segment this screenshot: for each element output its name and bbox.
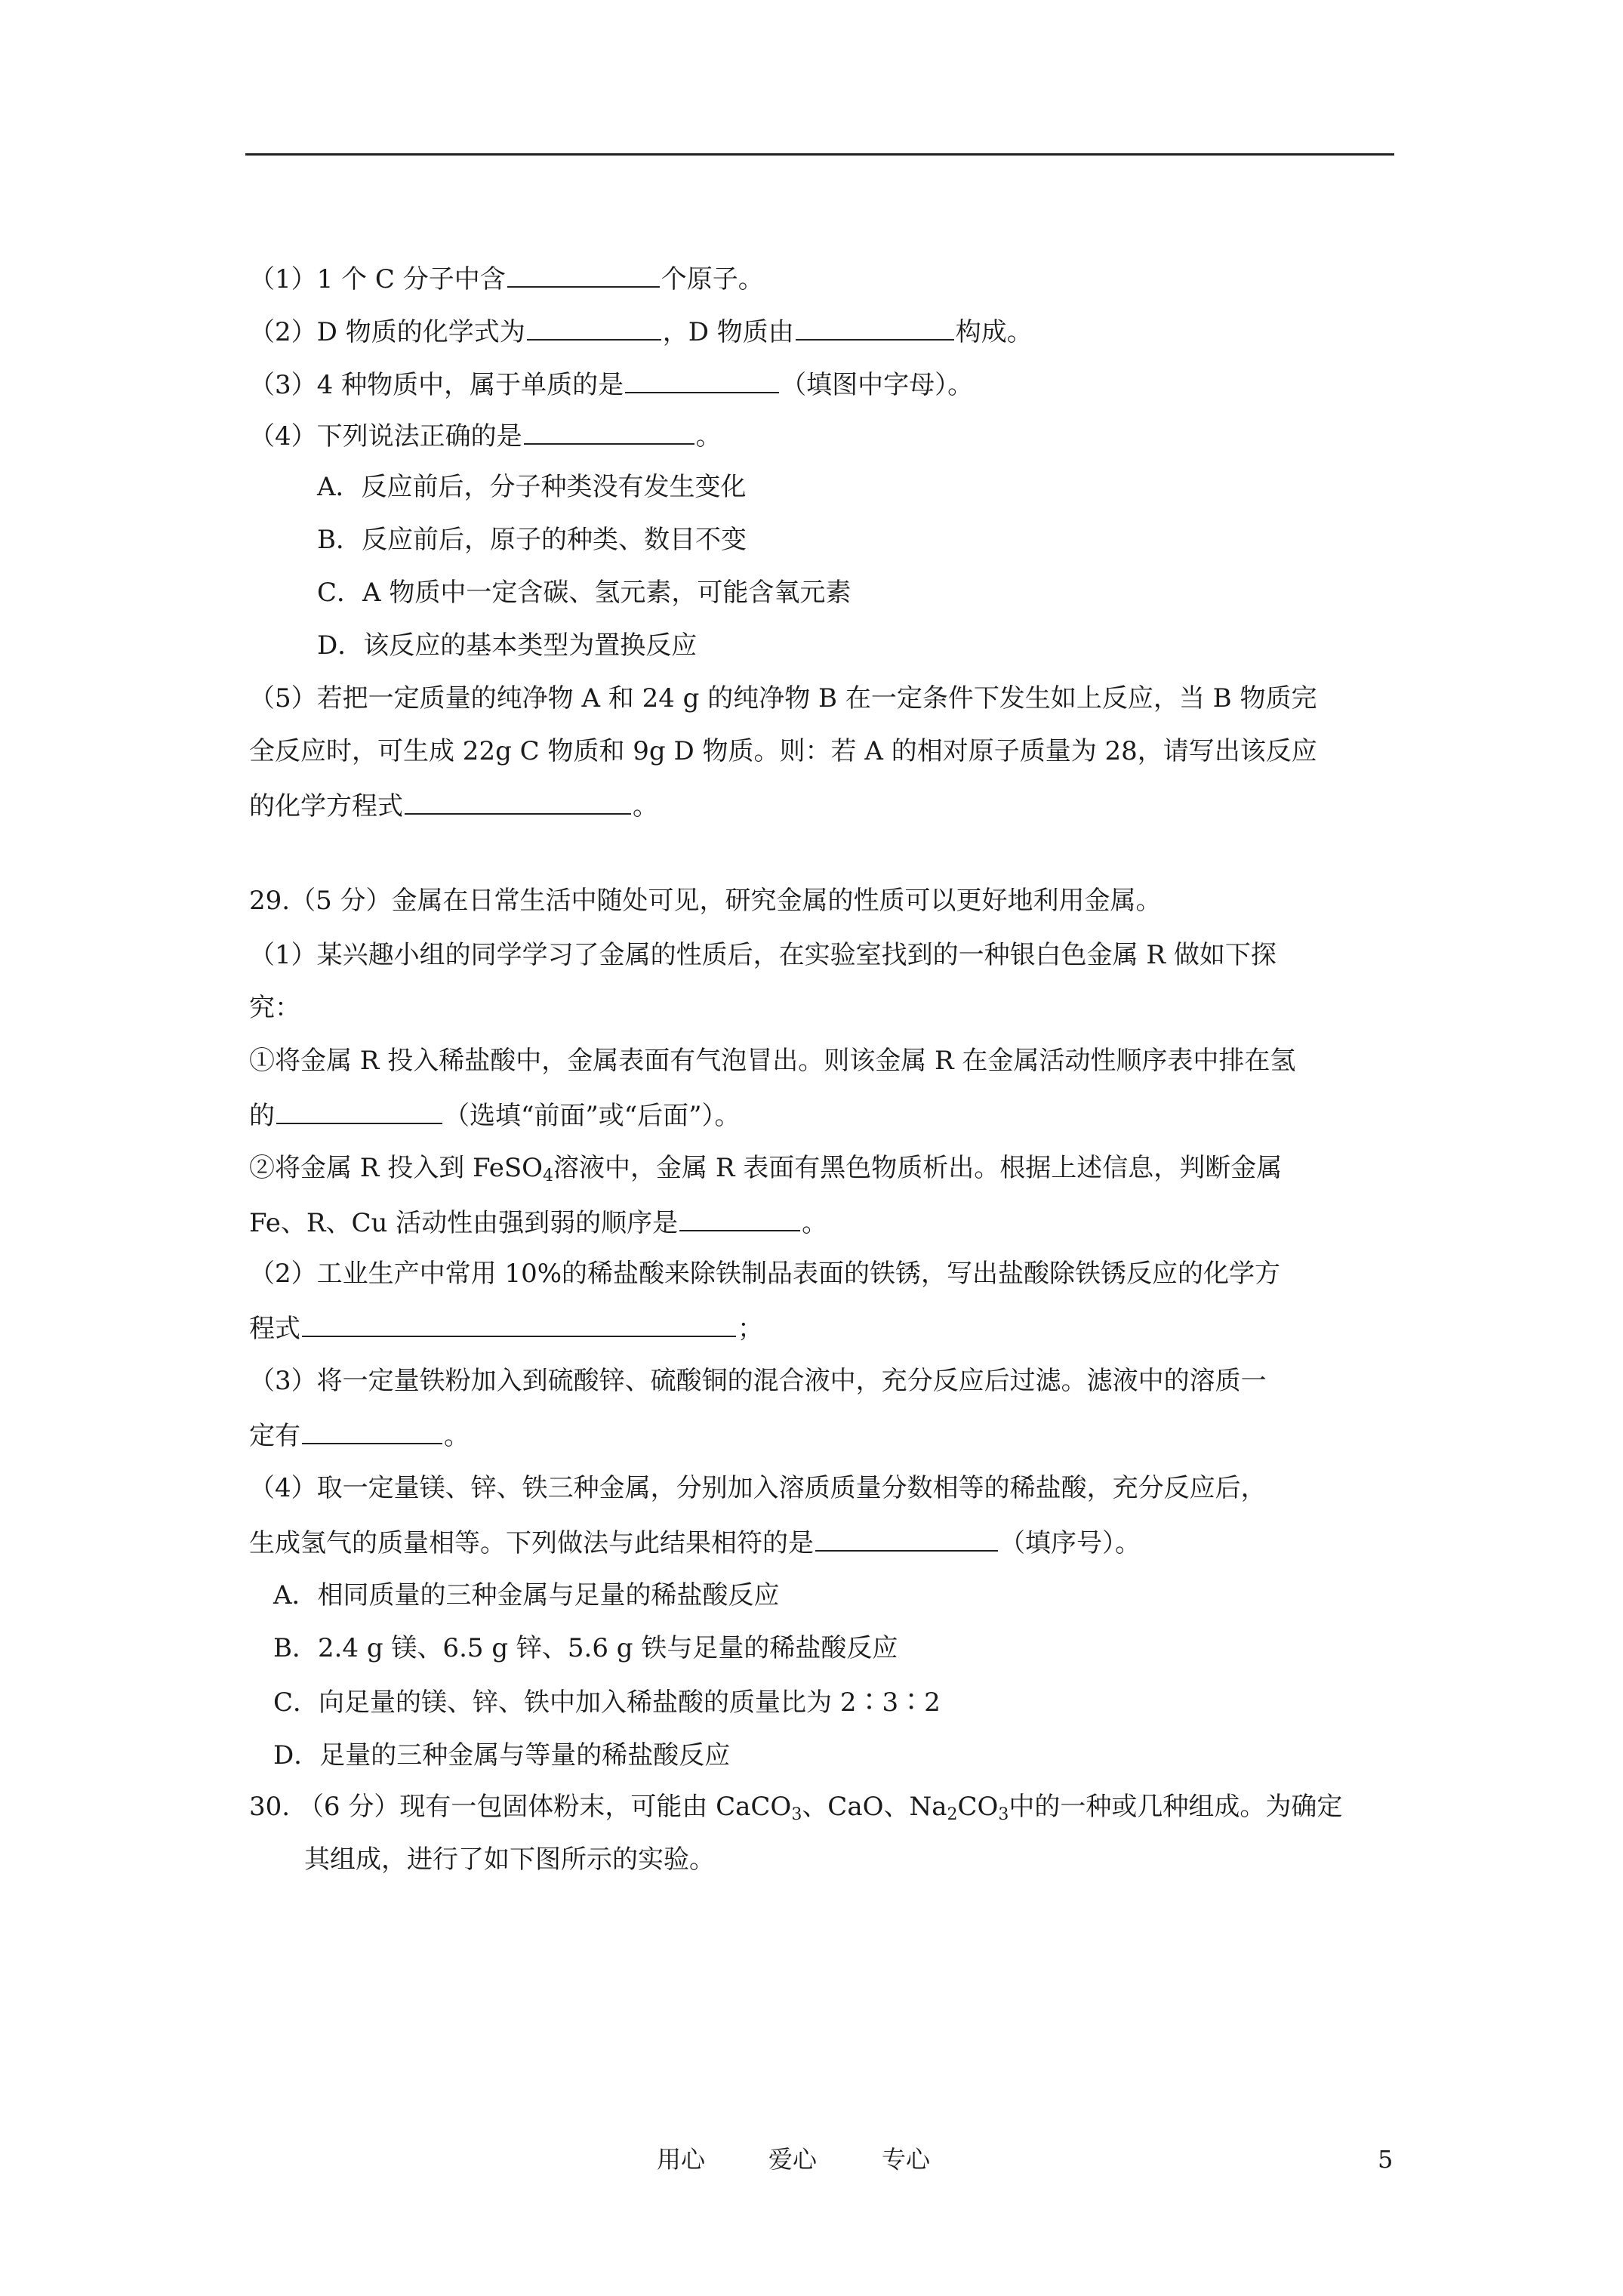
q29-part1-line1: （1）某兴趣小组的同学学习了金属的性质后，在实验室找到的一种银白色金属 R 做如下探 [249, 940, 1277, 970]
q29-title: 29.（5 分）金属在日常生活中随处可见，研究金属的性质可以更好地利用金属。 [249, 886, 1162, 916]
q30-line2: 其组成，进行了如下图所示的实验。 [304, 1845, 715, 1875]
answer-blank[interactable] [679, 1206, 800, 1231]
answer-blank[interactable] [527, 315, 661, 341]
answer-blank[interactable] [276, 1099, 442, 1124]
q29-step2-line1: ②将金属 R 投入到 FeSO$_4$溶液中，金属 R 表面有黑色物质析出。根据上述信息，判断金属 [249, 1153, 1283, 1185]
answer-blank[interactable] [302, 1311, 736, 1337]
footer-motto-1: 用心 [657, 2145, 706, 2174]
q28-option-a: A．反应前后，分子种类没有发生变化 [317, 472, 747, 502]
q28-part5-line3: 的化学方程式 。 [249, 789, 658, 821]
q28-option-d: D．该反应的基本类型为置换反应 [317, 630, 698, 661]
answer-blank[interactable] [625, 368, 779, 393]
answer-blank[interactable] [405, 789, 631, 815]
q29-option-b: B．2.4 g 镁、6.5 g 锌、5.6 g 铁与足量的稀盐酸反应 [273, 1633, 898, 1663]
q29-part3-line1: （3）将一定量铁粉加入到硫酸锌、硫酸铜的混合液中，充分反应后过滤。滤液中的溶质一 [249, 1366, 1267, 1396]
q29-part2-line2: 程式 ； [249, 1311, 763, 1344]
answer-blank[interactable] [507, 262, 660, 288]
q28-part5-line2: 全反应时，可生成 22g C 物质和 9g D 物质。则：若 A 的相对原子质量为 28，请写出该反应 [249, 736, 1317, 766]
page-number: 5 [1378, 2145, 1394, 2174]
answer-blank[interactable] [815, 1526, 998, 1552]
q29-step1-line2: 的 （选填“前面”或“后面”）。 [249, 1099, 741, 1131]
q29-part1-line2: 究： [249, 993, 300, 1023]
q29-part4-line1: （4）取一定量镁、锌、铁三种金属，分别加入溶质质量分数相等的稀盐酸，充分反应后， [249, 1473, 1267, 1503]
q29-part4-line2: 生成氢气的质量相等。下列做法与此结果相符的是 （填序号）。 [249, 1526, 1141, 1558]
q29-option-a: A．相同质量的三种金属与足量的稀盐酸反应 [273, 1580, 780, 1610]
footer-motto-2: 爱心 [768, 2145, 818, 2174]
answer-blank[interactable] [796, 315, 954, 341]
footer-motto-3: 专心 [882, 2145, 931, 2174]
q28-part2: （2）D 物质的化学式为 ，D 物质由 构成。 [249, 315, 1033, 347]
q28-option-c: C．A 物质中一定含碳、氢元素，可能含氧元素 [317, 578, 852, 608]
q30-line1: 30. （6 分）现有一包固体粉末，可能由 CaCO$_3$、CaO、$Na_2CO_3$中的一种或几种组成。为确定 [249, 1792, 1343, 1824]
q28-part3: （3）4 种物质中，属于单质的是 （填图中字母）。 [249, 368, 973, 400]
header-rule [245, 153, 1394, 156]
q28-option-b: B．反应前后，原子的种类、数目不变 [317, 525, 747, 555]
q29-option-c: C．向足量的镁、锌、铁中加入稀盐酸的质量比为 2∶3∶2 [273, 1687, 941, 1718]
q29-option-d: D．足量的三种金属与等量的稀盐酸反应 [273, 1740, 731, 1771]
q29-part2-line1: （2）工业生产中常用 10%的稀盐酸来除铁制品表面的铁锈，写出盐酸除铁锈反应的化学方 [249, 1259, 1281, 1289]
q28-part5-line1: （5）若把一定质量的纯净物 A 和 24 g 的纯净物 B 在一定条件下发生如上反应，当 B 物质完 [249, 683, 1317, 713]
q29-step1-line1: ①将金属 R 投入稀盐酸中，金属表面有气泡冒出。则该金属 R 在金属活动性顺序表中排在氢 [249, 1046, 1296, 1076]
answer-blank[interactable] [524, 419, 694, 445]
answer-blank[interactable] [302, 1419, 442, 1444]
q29-step2-line2: Fe、R、Cu 活动性由强到弱的顺序是 。 [249, 1206, 827, 1238]
q28-part4: （4）下列说法正确的是 。 [249, 419, 722, 451]
q28-part1: （1）1 个 C 分子中含 个原子。 [249, 262, 764, 294]
q29-part3-line2: 定有 。 [249, 1419, 470, 1451]
